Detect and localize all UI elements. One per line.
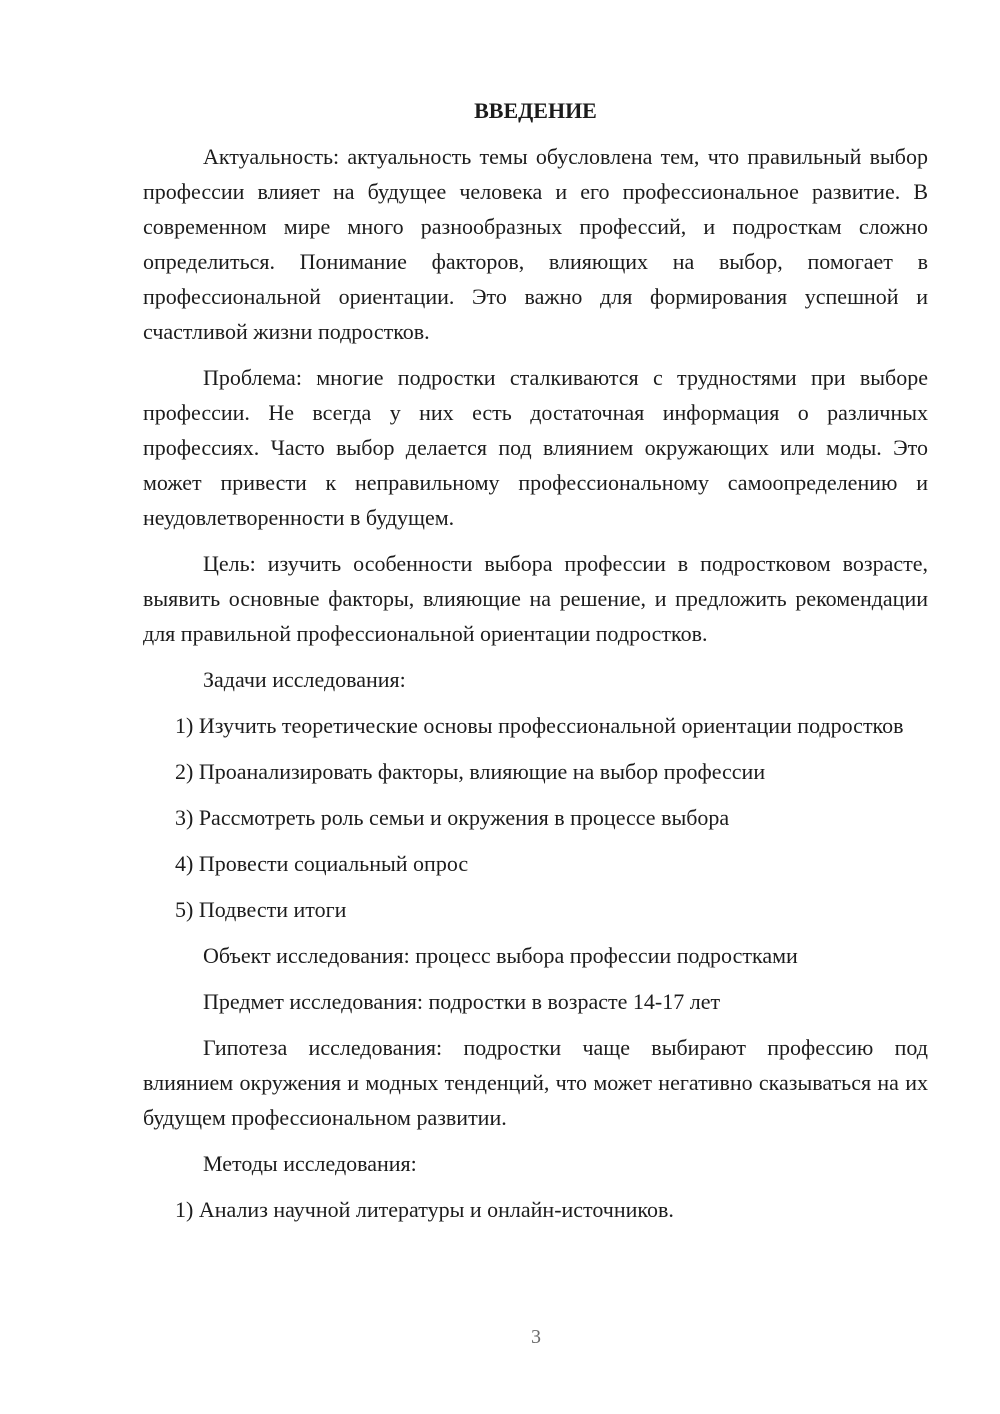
task-item: 1) Изучить теоретические основы профессиональной ориентации подростков <box>175 713 904 738</box>
section-title: ВВЕДЕНИЕ <box>474 98 597 123</box>
task-item: 5) Подвести итоги <box>175 897 347 922</box>
method-item: 1) Анализ научной литературы и онлайн-источников. <box>175 1197 674 1222</box>
research-object: Объект исследования: процесс выбора профессии подростками <box>203 943 798 968</box>
goal-paragraph: Цель: изучить особенности выбора профессии в подростковом возрасте, выявить основные факторы, влияющие на решение, и предложить рекомендации для правильной профессиональной ориентации подростков. <box>143 551 928 646</box>
page-number: 3 <box>531 1326 541 1348</box>
task-item: 4) Провести социальный опрос <box>175 851 469 876</box>
task-item: 2) Проанализировать факторы, влияющие на выбор профессии <box>175 759 766 784</box>
task-item: 3) Рассмотреть роль семьи и окружения в процессе выбора <box>175 805 730 830</box>
research-subject: Предмет исследования: подростки в возрасте 14-17 лет <box>203 989 721 1014</box>
document-page <box>143 93 928 1238</box>
methods-heading: Методы исследования: <box>203 1151 417 1176</box>
relevance-paragraph: Актуальность: актуальность темы обусловлена тем, что правильный выбор профессии влияет на будущее человека и его профессиональное развитие. В современном мире много разнообразных профессий, и подросткам сложно определиться. Понимание факторов, влияющих на выбор, помогает в профессиональной ориентации. Это важно для формирования успешной и счастливой жизни подростков. <box>143 144 928 344</box>
hypothesis-paragraph: Гипотеза исследования: подростки чаще выбирают профессию под влиянием окружения и модных тенденций, что может негативно сказываться на их будущем профессиональном развитии. <box>143 1035 928 1130</box>
tasks-heading: Задачи исследования: <box>203 667 406 692</box>
problem-paragraph: Проблема: многие подростки сталкиваются с трудностями при выборе профессии. Не всегда у них есть достаточная информация о различных профессиях. Часто выбор делается под влиянием окружающих или моды. Это может привести к неправильному профессиональному самоопределению и неудовлетворенности в будущем. <box>143 365 928 530</box>
